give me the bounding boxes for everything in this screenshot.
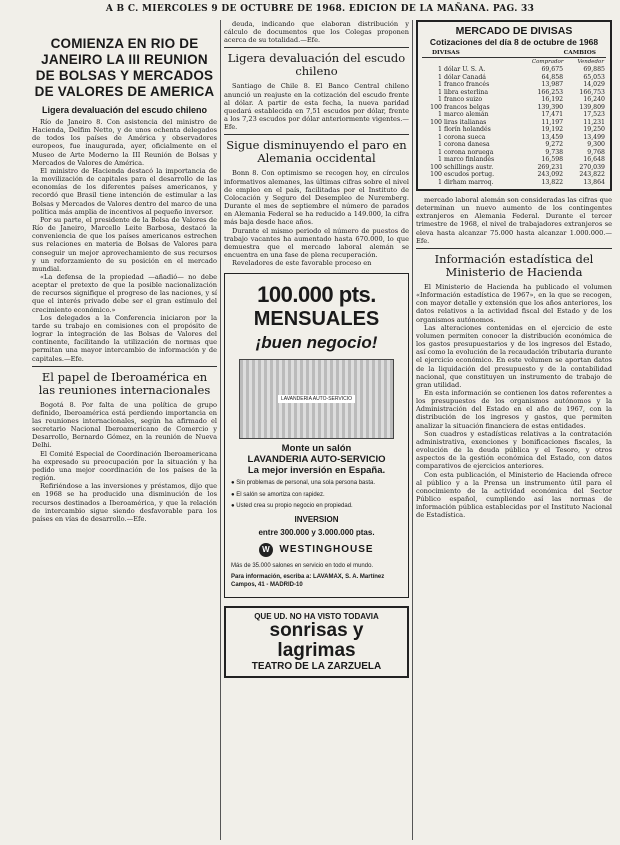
currency-buy: 17,471 <box>541 111 564 118</box>
column-2 <box>224 20 409 840</box>
ad-text: Monte un salón <box>281 443 352 455</box>
currency-name: marco alemán <box>443 111 489 118</box>
article-headline: El papel de Iberoamérica en las reuniones internacionales <box>38 369 211 397</box>
article-paragraph: Son cuadros y estadísticas relativas a la contratación administrativa, exenciones y bonificaciones fiscales, la evolución de la deuda pública y el Tesoro, y otros aspectos de la gestión económica del Estado, con datos comparativos de ejercicios anteriores. <box>416 429 612 471</box>
currency-sell: 11,231 <box>583 118 605 126</box>
ad-headline: MENSUALES <box>253 308 380 331</box>
ad-theatre-top: QUE UD. NO HA VISTO TODAVIA <box>254 612 379 622</box>
page-header: A B C. MIERCOLES 9 DE OCTUBRE DE 1968. EDICION DE LA MAÑANA. PAG. 33 <box>105 4 535 14</box>
article-headline: Ligera devaluación del escudo chileno <box>227 51 406 79</box>
article-paragraph: Durante el mismo periodo el número de puestos de trabajo vacantes ha aumentado hasta 670.000, lo que demuestra que el mercado laboral alemán se encuentra en una fase de plena recuperación. <box>224 226 409 259</box>
column-rule <box>412 20 413 840</box>
currency-name: schillings austr. <box>443 163 494 171</box>
ad-theatre-venue: TEATRO DE LA ZARZUELA <box>251 661 382 673</box>
currency-u: 1 <box>438 81 442 88</box>
currency-table <box>422 66 606 186</box>
currency-row <box>422 96 606 104</box>
westinghouse-logo-icon: W <box>259 543 273 557</box>
ad-investment-range: entre 300.000 y 3.000.000 ptas. <box>258 527 375 537</box>
currency-sell: 243,822 <box>579 171 605 178</box>
currency-u: 100 <box>430 171 442 178</box>
currency-header: DIVISAS CAMBIOS <box>422 49 606 58</box>
ad-brand: W WESTINGHOUSE <box>231 543 402 557</box>
currency-u: 1 <box>438 178 442 186</box>
ad-bullet: ● Usted crea su propio negocio en propiedad. <box>231 503 353 510</box>
divider <box>224 47 409 48</box>
article-paragraph: El Ministerio de Hacienda ha publicado el volumen «Información estadística de 1967», en la que se recogen, con mayor detalle y extensión que los años anteriores, los datos relativos a la actividad fiscal del Estado y de los organismos autónomos. <box>416 282 612 324</box>
currency-buy: 166,253 <box>537 88 564 96</box>
currency-u: 1 <box>438 126 442 133</box>
currency-sell: 16,648 <box>583 156 605 163</box>
article-headline: Sigue disminuyendo el paro en Alemania occidental <box>226 138 407 166</box>
ad-headline: 100.000 pts. <box>257 282 376 308</box>
currency-row <box>422 119 606 127</box>
currency-sell: 69,885 <box>583 66 605 73</box>
currency-buy: 9,738 <box>545 148 564 156</box>
currency-buy: 11,197 <box>541 118 564 126</box>
currency-buy: 19,192 <box>541 126 564 133</box>
currency-box-title: MERCADO DE DIVISAS <box>455 25 573 37</box>
currency-u: 100 <box>430 118 442 126</box>
currency-buy: 13,459 <box>541 133 564 141</box>
ad-contact: Para información, escriba a: LAVAMAX, S. A. Martínez Campos, 41 - MADRID-10 <box>231 574 385 588</box>
ad-photo <box>239 359 394 439</box>
article-paragraph: En esta información se contienen los datos referentes a los presupuestos de los organismos autónomos y la Administración del Estado en el año de 1967, con la distribución de los ingresos y gastos, que permiten analizar la situación financiera de estas entidades. <box>416 388 612 430</box>
currency-box-subtitle: Cotizaciones del día 8 de octubre de 1968 <box>429 37 599 47</box>
currency-name: francos belgas <box>443 103 490 111</box>
currency-sell: 16,240 <box>583 96 605 103</box>
article-paragraph: Río de Janeiro 8. Con asistencia del ministro de Hacienda, Delfim Netto, y de unos ochenta delegados de todos los países de América y observadores europeos, fue inaugurada, ayer, oficialmente en el Museo de Arte Moderno la III Reunión de Bolsas y Mercados de Valores de América. <box>32 118 217 167</box>
column-1 <box>32 20 217 840</box>
article-paragraph: Santiago de Chile 8. El Banco Central chileno anunció un reajuste en la cotización del escudo frente al dólar. A partir de esta fecha, la nueva paridad quedará establecida en 7,51 escudos por dólar, frente a los 7,23 escudos por dólar anteriormente vigentes.—Efe. <box>224 82 409 132</box>
currency-row <box>422 126 606 134</box>
currency-sell: 166,753 <box>579 88 605 96</box>
currency-u: 1 <box>438 156 442 163</box>
currency-name: dólar Canadá <box>443 73 486 81</box>
currency-box <box>416 20 612 191</box>
divider <box>32 366 217 367</box>
currency-buy: 139,390 <box>537 103 564 111</box>
currency-buy: 243,092 <box>537 171 564 178</box>
currency-row <box>422 164 606 172</box>
article-paragraph: Con esta publicación, el Ministerio de Hacienda ofrece al público y a la Prensa un instrumento útil para el conocimiento de la actividad económica del Sector Público español, cumpliendo así las normas de información pública establecidas por el Instituto Nacional de Estadística. <box>416 470 612 520</box>
article-paragraph: deuda, indicando que elaboran distribución y cálculo de documentos que los Colegas proponen acerca de su totalidad.—Efe. <box>224 20 409 45</box>
currency-name: corona danesa <box>443 141 490 148</box>
currency-name: franco suizo <box>443 96 483 103</box>
ad-text: LAVANDERIA AUTO-SERVICIO <box>247 454 386 466</box>
currency-name: liras italianas <box>443 118 487 126</box>
currency-sell: 270,039 <box>579 163 605 171</box>
currency-sell: 65,053 <box>583 73 605 81</box>
ad-bullet: ● El salón se amortiza con rapidez. <box>231 491 325 498</box>
currency-row <box>422 179 606 187</box>
ad-note: Más de 35.000 salones en servicio en todo el mundo. <box>231 562 374 569</box>
article-paragraph: El ministro de Hacienda destacó la importancia de la movilización de capitales para el desarrollo de las economías de los diferentes países americanos, y recordó que Brasil tiene intención de estimular a las Bolsas y Mercados de Valores dentro del marco de una política más amplia de incentivos al pequeño inversor. <box>32 166 217 216</box>
currency-buy: 13,987 <box>541 81 564 88</box>
currency-buy: 9,272 <box>545 141 564 148</box>
article-paragraph: Bogotá 8. Por falta de una política de grupo definido, Iberoamérica está perdiendo importancia en las reuniones internacionales, según ha afirmado el secretario Nacional Iberoamericano de Comercio y Desarrollo, Bernardo Gómez, en la reunión de Nueva Delhi. <box>32 400 217 450</box>
currency-sell: 14,029 <box>583 81 605 88</box>
article-paragraph: Refiriéndose a las inversiones y préstamos, dijo que en 1968 se ha producido una disminución de los recursos destinados a Iberoamérica, y que la relación de intercambio sigue siendo desfavorable para los países en vías de desarrollo.—Efe. <box>32 482 217 523</box>
ad-text: La mejor inversión en España. <box>247 465 386 477</box>
currency-row <box>422 141 606 149</box>
column-rule <box>220 20 221 840</box>
currency-sell: 13,864 <box>583 178 605 186</box>
currency-u: 100 <box>430 103 442 111</box>
currency-row <box>422 149 606 157</box>
currency-u: 1 <box>438 148 442 156</box>
currency-name: marco finlandés <box>443 156 495 163</box>
article-paragraph: mercado laboral alemán son consideradas las cifras que determinan un nuevo aumento de los contingentes extranjeros en Alemania Federal. Durante el tercer trimestre de 1968, el nivel de trabajadores extranjeros se eleva hasta alcanzar 75.000 hasta alcanzar 1.000.000.—Efe. <box>416 196 612 245</box>
currency-name: corona sueca <box>443 133 486 141</box>
currency-sell: 139,809 <box>579 103 605 111</box>
divider <box>224 134 409 135</box>
currency-row <box>422 74 606 82</box>
currency-sell: 13,499 <box>583 133 605 141</box>
currency-name: corona noruega <box>443 148 494 156</box>
currency-row <box>422 81 606 89</box>
article-paragraph: Por su parte, el presidente de la Bolsa de Valores de Río de Janeiro, Marcello Leite Barbosa, destacó la conveniencia de que los países americanos estrechen sus relaciones en materia de Bolsas de Valores para conseguir un mejor aprovechamiento de sus recursos y un reforzamiento de su posición en el mercado mundial. <box>32 215 217 273</box>
currency-buy: 16,598 <box>541 156 564 163</box>
currency-buy: 69,675 <box>541 66 564 73</box>
currency-name: franco francés <box>443 81 490 88</box>
currency-row <box>422 134 606 142</box>
currency-u: 1 <box>438 141 442 148</box>
currency-buy: 269,231 <box>537 163 564 171</box>
advertisement-theatre <box>224 606 409 678</box>
ad-theatre-title: sonrisas y lagrimas <box>269 620 364 662</box>
ad-bullet: ● Sin problemas de personal, una sola persona basta. <box>231 480 376 487</box>
currency-sell: 9,768 <box>587 148 605 156</box>
currency-name: dólar U. S. A. <box>443 66 486 73</box>
ad-investment-title: INVERSION <box>294 514 339 524</box>
currency-sell: 9,300 <box>587 141 605 148</box>
ad-tagline: ¡buen negocio! <box>255 333 378 353</box>
currency-u: 100 <box>430 163 442 171</box>
article-paragraph: Bonn 8. Con optimismo se recogen hoy, en círculos informativos alemanes, las últimas cifras sobre el nivel de empleo en el país, facilitadas por el Instituto de Colocación y Seguro del Desempleo de Nuremberg. Durante el mes de septiembre el número de parados en Alemania Federal se ha reducido a 149.000, la cifra más baja desde hace años. <box>224 169 409 227</box>
currency-row <box>422 89 606 97</box>
currency-row <box>422 104 606 112</box>
currency-name: florín holandés <box>443 126 491 133</box>
column-3 <box>416 20 612 840</box>
currency-subheader: Comprador Vendedor <box>531 59 604 65</box>
article-paragraph: Los delegados a la Conferencia iniciaron por la tarde su trabajo en comisiones con el propósito de lograr la integración de las Bolsas de Valores del continente, facilitando la utilización de normas que permitan una mayor intercambio de información y de capitales.—Efe. <box>32 313 217 363</box>
currency-row <box>422 156 606 164</box>
article-headline: Información estadística del Ministerio de Hacienda <box>434 251 594 279</box>
subheadline: Ligera devaluación del escudo chileno <box>41 105 208 115</box>
currency-u: 1 <box>438 111 442 118</box>
currency-name: escudos portug. <box>443 171 495 178</box>
currency-buy: 64,858 <box>541 73 564 81</box>
currency-u: 1 <box>438 73 442 81</box>
currency-u: 1 <box>438 96 442 103</box>
currency-u: 1 <box>438 66 442 73</box>
currency-buy: 13,822 <box>541 178 564 186</box>
currency-buy: 16,192 <box>541 96 564 103</box>
article-paragraph: El Comité Especial de Coordinación Iberoamericana ha expresado su preocupación por la situación y ha pedido una mejor coordinación de los países de la región. <box>32 449 217 483</box>
currency-u: 1 <box>438 133 442 141</box>
ad-photo-sign: LAVANDERIA AUTO-SERVICIO <box>278 395 355 403</box>
article-paragraph: «La defensa de la propiedad —añadió— no debe aceptar el pretexto de que la posible nacionalización de recursos signifique el progreso de las naciones, y sí que el interés privado debe ser el gran estímulo del crecimiento económico.» <box>32 272 217 314</box>
advertisement-laundry <box>224 273 409 598</box>
currency-row <box>422 66 606 74</box>
currency-name: dirham marroq. <box>443 178 494 186</box>
divider <box>416 248 612 249</box>
article-paragraph: Las alteraciones contenidas en el ejercicio de este volumen permiten conocer la distribución económica de los gastos presupuestarios y de los ingresos del Estado, así como la evolución de la recaudación tributaria durante el ejercicio económico. En este volumen se aportan datos de la liquidación del presupuesto y de la contabilidad nacional, que constituyen un instrumento de trabajo de gran utilidad. <box>416 323 612 389</box>
article-paragraph: Reveladores de este favorable proceso en <box>232 259 372 268</box>
currency-name: libra esterlina <box>443 88 489 96</box>
currency-sell: 17,523 <box>583 111 605 118</box>
currency-row <box>422 171 606 179</box>
currency-u: 1 <box>438 88 442 96</box>
currency-row <box>422 111 606 119</box>
currency-sell: 19,250 <box>583 126 605 133</box>
main-headline: COMIENZA EN RIO DE JANEIRO LA III REUNION DE BOLSAS Y MERCADOS DE VALORES DE AMERICA <box>34 36 215 99</box>
